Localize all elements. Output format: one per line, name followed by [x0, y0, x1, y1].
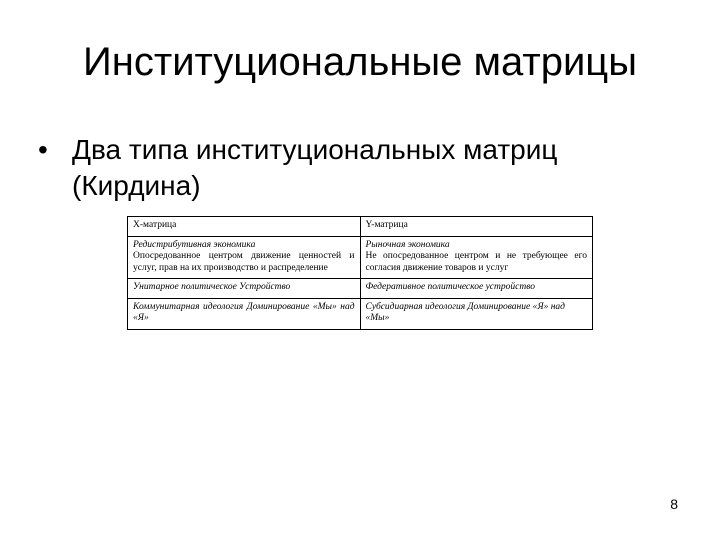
cell-y-politics-title: Федеративное политическое устройство — [365, 282, 535, 292]
page-number: 8 — [670, 496, 678, 512]
cell-x-ideology — [128, 298, 361, 329]
bullet-item — [38, 132, 688, 204]
bullet-text: Два типа институциональных матриц (Кирдина) — [72, 134, 558, 201]
table-row-politics — [128, 279, 593, 299]
cell-y-economy-title: Рыночная экономика — [365, 239, 450, 250]
matrix-table — [127, 216, 593, 330]
cell-x-politics — [128, 279, 361, 299]
cell-y-economy-body: Не опосредованное центром и не требующее его согласия движение товаров и услуг — [365, 251, 587, 273]
header-x-matrix: X-матрица — [128, 217, 361, 237]
header-y-matrix: Y-матрица — [360, 217, 593, 237]
table-row-ideology — [128, 298, 593, 329]
cell-y-ideology — [360, 298, 593, 329]
bullet-dot-icon: • — [38, 134, 48, 165]
cell-x-economy-body: Опосредованное центром движение ценностей и услуг, прав на их производство и распределение — [133, 251, 355, 273]
cell-x-ideology-title: Коммунитарная идеология Доминирование «Мы» над «Я» — [133, 301, 355, 323]
cell-x-politics-title: Унитарное политическое Устройство — [133, 282, 291, 292]
slide-title: Институциональные матрицы — [83, 40, 637, 84]
cell-y-economy — [360, 236, 593, 279]
cell-y-politics — [360, 279, 593, 299]
table-header-row — [128, 217, 593, 237]
cell-x-economy — [128, 236, 361, 279]
cell-y-ideology-title: Субсидиарная идеология Доминирование «Я» над «Мы» — [365, 301, 565, 323]
table-row-economy — [128, 236, 593, 279]
cell-x-economy-title: Редистрибутивная экономика — [133, 239, 256, 250]
